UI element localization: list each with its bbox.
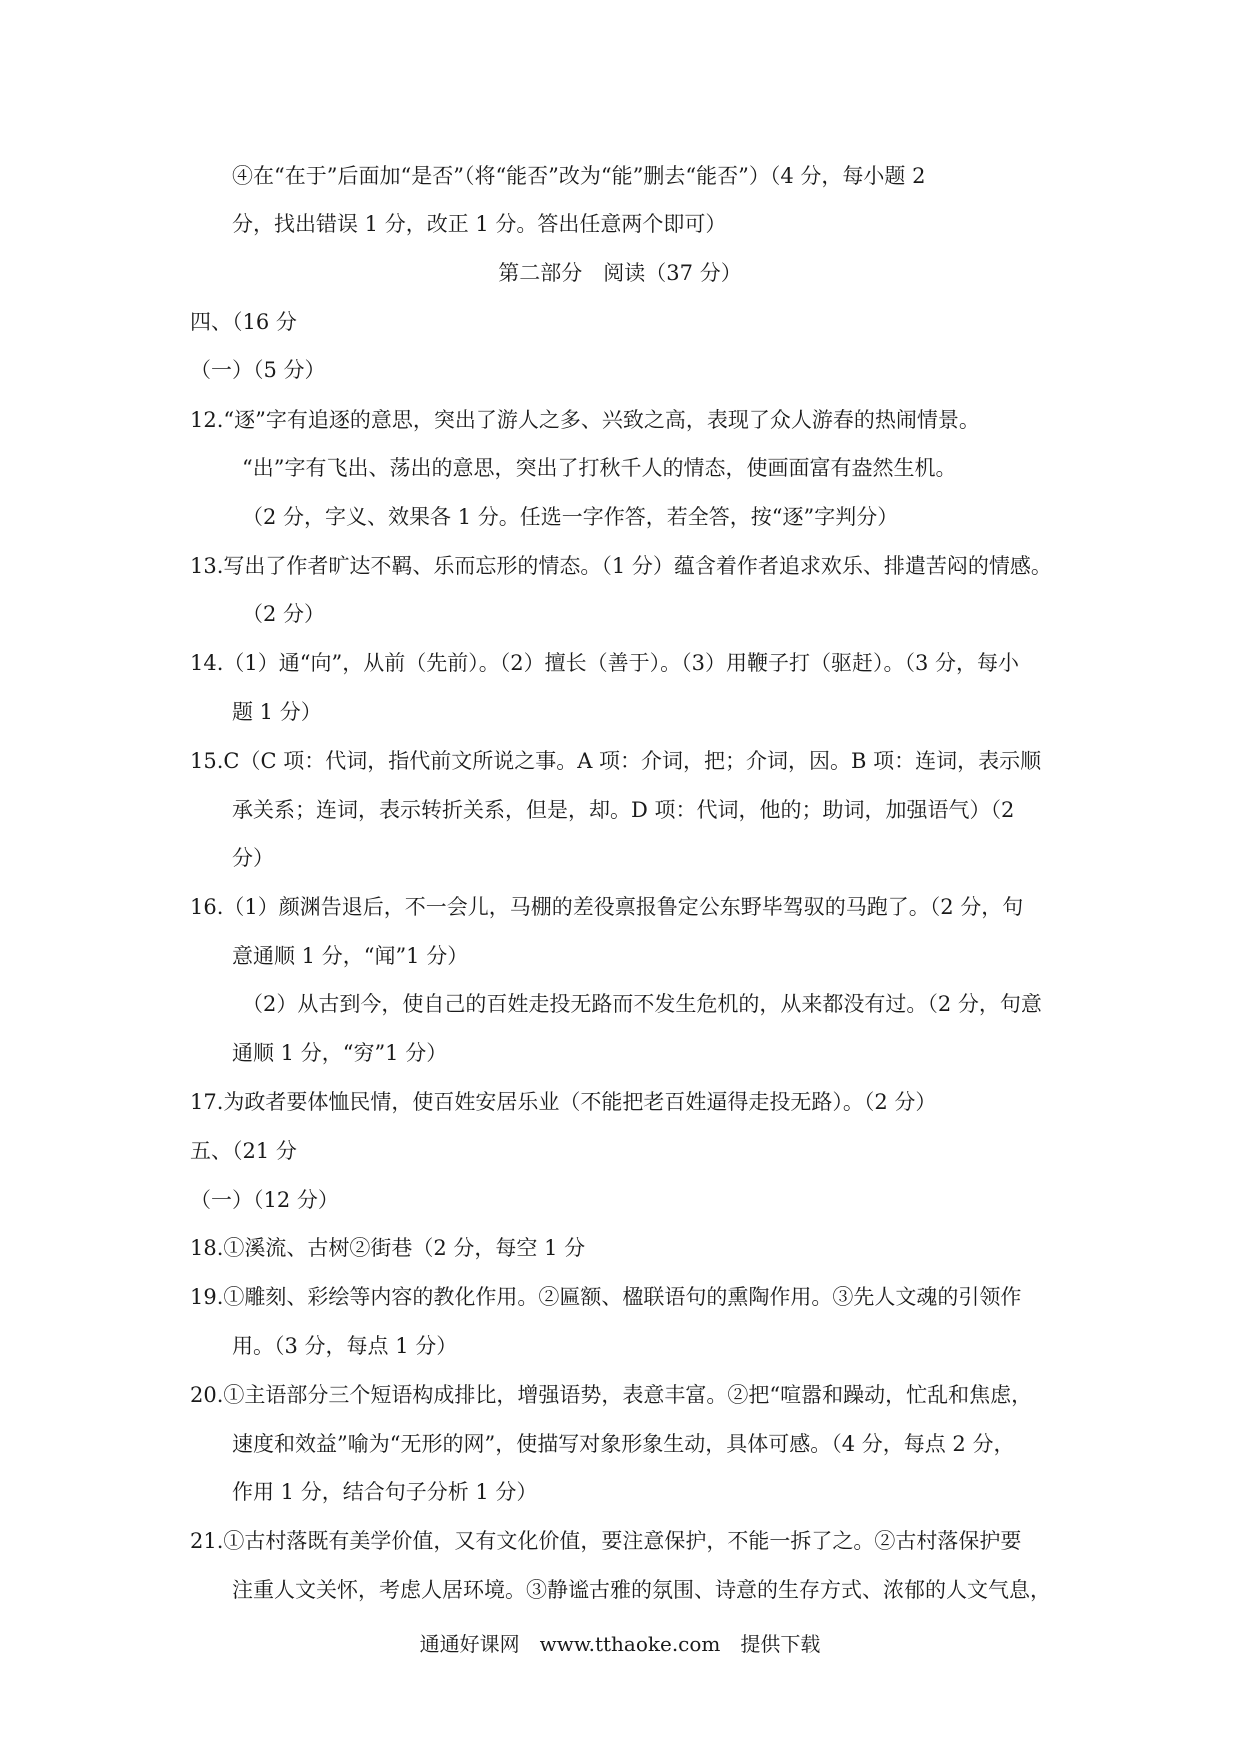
text-line: 分，找出错误 1 分，改正 1 分。答出任意两个即可） xyxy=(232,212,727,236)
subsection-heading: （一）（12 分） xyxy=(190,1188,339,1212)
answer-17: 17.为政者要体恤民情，使百姓安居乐业（不能把老百姓逼得走投无路）。（2 分） xyxy=(190,1090,937,1114)
text-line: “出”字有飞出、荡出的意思，突出了打秋千人的情态，使画面富有盎然生机。 xyxy=(242,456,957,480)
answer-13: 13.写出了作者旷达不羁、乐而忘形的情态。（1 分）蕴含着作者追求欢乐、排遣苦闷的情感。 xyxy=(190,554,1052,578)
answer-20: 20.①主语部分三个短语构成排比，增强语势，表意丰富。②把“喧嚣和躁动，忙乱和焦虑， xyxy=(190,1383,1033,1407)
text-line: （2）从古到今，使自己的百姓走投无路而不发生危机的，从来都没有过。（2 分，句意 xyxy=(242,992,1042,1016)
text-line: 通顺 1 分，“穷”1 分） xyxy=(232,1041,448,1065)
text-line: 意通顺 1 分，“闻”1 分） xyxy=(232,944,469,968)
answer-15: 15.C（C 项：代词，指代前文所说之事。A 项：介词，把；介词，因。B 项：连词，表示顺 xyxy=(190,749,1042,773)
section-heading: 四、（16 分 xyxy=(190,310,297,334)
text-line: 速度和效益”喻为“无形的网”，使描写对象形象生动，具体可感。（4 分，每点 2 分， xyxy=(232,1432,1015,1456)
text-line: ④在“在于”后面加“是否”（将“能否”改为“能”删去“能否”）（4 分，每小题 2 xyxy=(232,164,926,188)
text-line: （2 分，字义、效果各 1 分。任选一字作答，若全答，按“逐”字判分） xyxy=(242,505,899,529)
text-line: 作用 1 分，结合句子分析 1 分） xyxy=(232,1480,538,1504)
page-footer: 通通好课网 www.tthaoke.com 提供下载 xyxy=(419,1632,821,1656)
text-line: 承关系；连词，表示转折关系，但是，却。D 项：代词，他的；助词，加强语气）（2 xyxy=(232,798,1015,822)
answer-21: 21.①古村落既有美学价值，又有文化价值，要注意保护，不能一拆了之。②古村落保护要 xyxy=(190,1529,1022,1553)
answer-16: 16.（1）颜渊告退后，不一会儿，马棚的差役禀报鲁定公东野毕驾驭的马跑了。（2 分，句 xyxy=(190,895,1024,919)
text-line: 用。（3 分，每点 1 分） xyxy=(232,1334,458,1358)
answer-18: 18.①溪流、古树②街巷（2 分，每空 1 分 xyxy=(190,1236,586,1260)
subsection-heading: （一）（5 分） xyxy=(190,358,326,382)
text-line: 分） xyxy=(232,846,274,870)
text-line: 题 1 分） xyxy=(232,700,322,724)
answer-12: 12.“逐”字有追逐的意思，突出了游人之多、兴致之高，表现了众人游春的热闹情景。 xyxy=(190,408,980,432)
section-title: 第二部分 阅读（37 分） xyxy=(498,261,742,285)
text-line: （2 分） xyxy=(242,602,326,626)
section-heading: 五、（21 分 xyxy=(190,1139,297,1163)
text-line: 注重人文关怀，考虑人居环境。③静谧古雅的氛围、诗意的生存方式、浓郁的人文气息， xyxy=(232,1578,1051,1602)
answer-14: 14.（1）通“向”，从前（先前）。（2）擅长（善于）。（3）用鞭子打（驱赶）。（3 分，每小 xyxy=(190,651,1019,675)
answer-19: 19.①雕刻、彩绘等内容的教化作用。②匾额、楹联语句的熏陶作用。③先人文魂的引领作 xyxy=(190,1285,1022,1309)
